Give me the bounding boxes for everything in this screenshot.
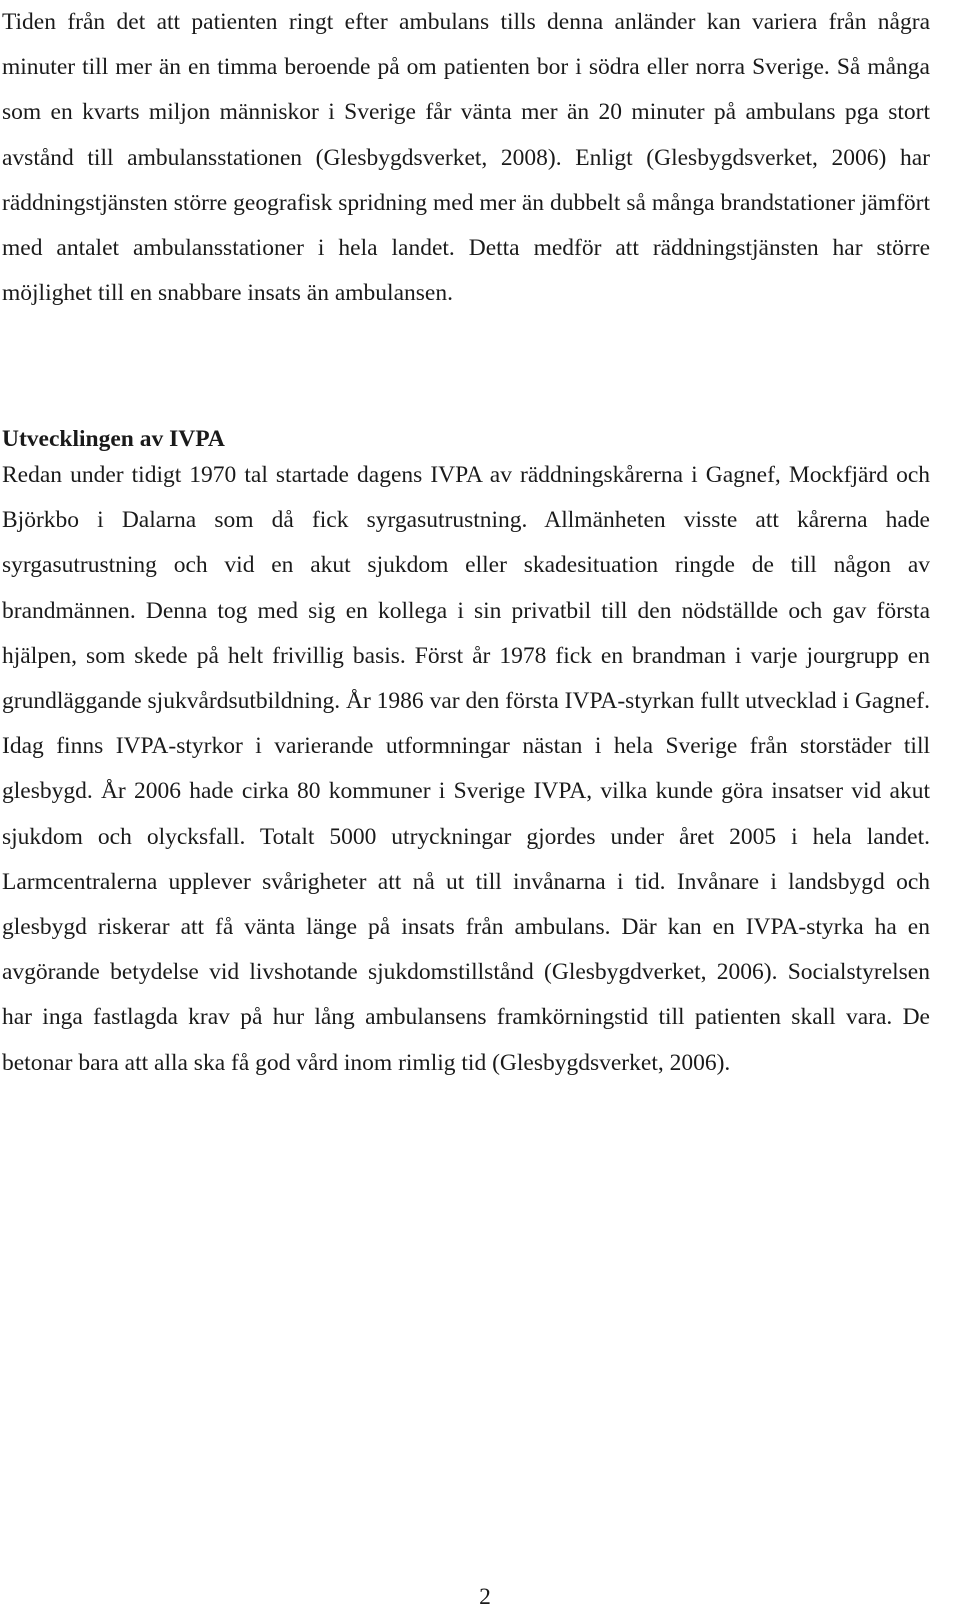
page-number: 2 bbox=[479, 1584, 491, 1610]
section-heading: Utvecklingen av IVPA bbox=[2, 426, 225, 452]
section-paragraph: Redan under tidigt 1970 tal startade dagens IVPA av räddningskårerna i Gagnef, Mockfjärd och Björkbo i Dalarna som då fick syrgasutrustning. Allmänheten visste att kårerna hade syrgasutrustning och vid en akut sjukdom eller skadesituation ringde de till någon av brandmännen. Denna tog med sig en kollega i sin privatbil till den nödställde och gav första hjälpen, som skede på helt frivillig basis. Först år 1978 fick en brandman i varje jourgrupp en grundläggande sjukvårdsutbildning. År 1986 var den första IVPA-styrkan fullt utvecklad i Gagnef. Idag finns IVPA-styrkor i varierande utformningar nästan i hela Sverige från storstäder till glesbygd. År 2006 hade cirka 80 kommuner i Sverige IVPA, vilka kunde göra insatser vid akut sjukdom och olycksfall. Totalt 5000 utryckningar gjordes under året 2005 i hela landet. Larmcentralerna upplever svårigheter att nå ut till invånarna i tid. Invånare i landsbygd och glesbygd riskerar att få vänta länge på insats från ambulans. Där kan en IVPA-styrka ha en avgörande betydelse vid livshotande sjukdomstillstånd (Glesbygdverket, 2006). Socialstyrelsen har inga fastlagda krav på hur lång ambulansens framkörningstid till patienten skall vara. De betonar bara att alla ska få god vård inom rimlig tid (Glesbygdsverket, 2006). bbox=[2, 462, 930, 1076]
intro-paragraph: Tiden från det att patienten ringt efter ambulans tills denna anländer kan variera från några minuter till mer än en timma beroende på om patienten bor i södra eller norra Sverige. Så många som en kvarts miljon människor i Sverige får vänta mer än 20 minuter på ambulans pga stort avstånd till ambulansstationen (Glesbygdsverket, 2008). Enligt (Glesbygdsverket, 2006) har räddningstjänsten större geografisk spridning med mer än dubbelt så många brandstationer jämfört med antalet ambulansstationer i hela landet. Detta medför att räddningstjänsten har större möjlighet till en snabbare insats än ambulansen. bbox=[2, 9, 930, 307]
